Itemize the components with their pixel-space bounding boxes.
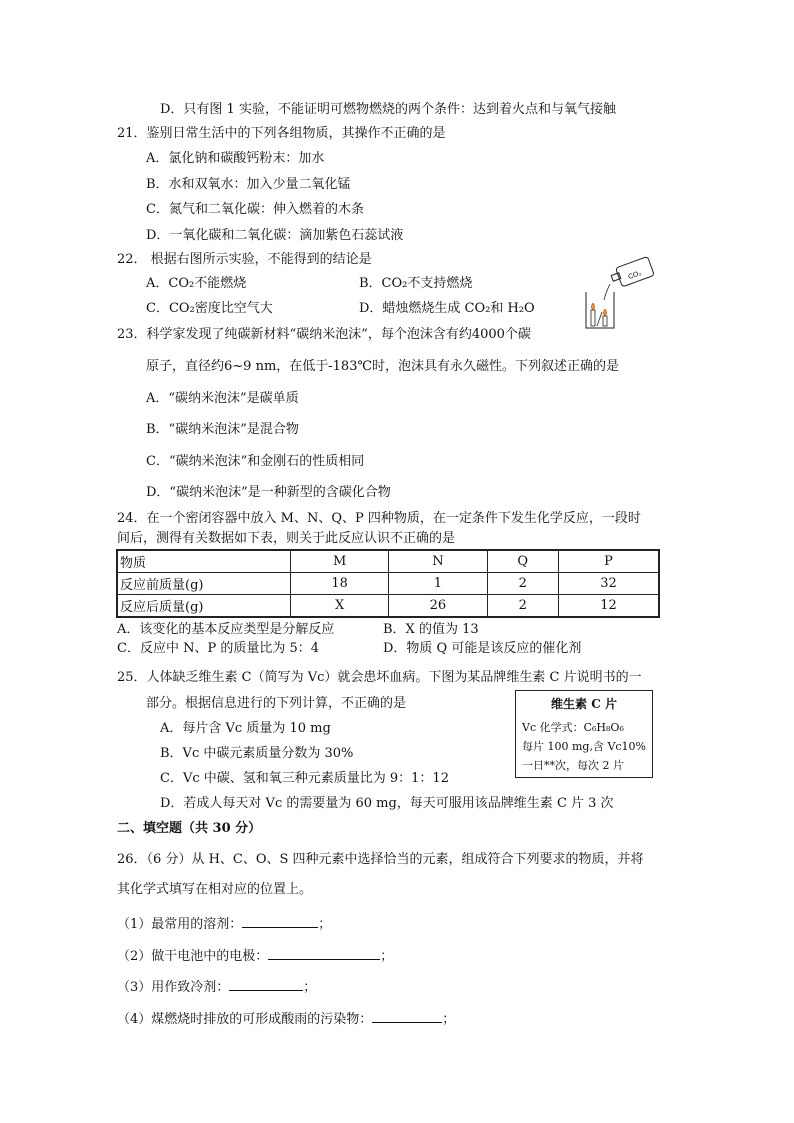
q25-stem-line1: 25．人体缺乏维生素 C（简写为 Vc）就会患坏血病。下图为某品牌维生素 C 片说明书的一 <box>117 670 642 685</box>
beaker-icon <box>586 292 614 328</box>
q25-option-c: C．Vc 中碳、氢和氧三种元素质量比为 9：1：12 <box>160 771 449 786</box>
q26-item-4 <box>117 1008 455 1029</box>
table-cell: 反应后质量(g) <box>117 595 291 618</box>
q23-stem-line1: 23．科学家发现了纯碳新材料“碳纳米泡沫”，每个泡沫含有约4000个碳 <box>117 327 531 342</box>
candle-icon <box>591 303 607 326</box>
q23-option-d: D．“碳纳米泡沫”是一种新型的含碳化合物 <box>146 485 391 500</box>
table-cell: 18 <box>291 573 389 595</box>
q24-stem-line2: 间后，测得有关数据如下表，则关于此反应认识不正确的是 <box>117 531 456 546</box>
q25-option-a: A．每片含 Vc 质量为 10 mg <box>160 721 331 736</box>
q20-option-d: D．只有图 1 实验，不能证明可燃物燃烧的两个条件：达到着火点和与氧气接触 <box>160 102 616 117</box>
q21-option-a: A．氯化钠和碳酸钙粉末：加水 <box>146 151 325 166</box>
table-cell: 反应前质量(g) <box>117 573 291 595</box>
q23-option-b: B．“碳纳米泡沫”是混合物 <box>146 422 299 437</box>
q26-item-3 <box>117 976 316 997</box>
table-cell: X <box>291 595 389 618</box>
mass-data-table <box>116 549 660 618</box>
q23-option-c: C．“碳纳米泡沫”和金刚石的性质相同 <box>146 454 365 469</box>
table-cell: M <box>291 550 389 573</box>
q26-stem-line2: 其化学式填写在相对应的位置上。 <box>117 882 313 897</box>
q22-option-a: A．CO₂不能燃烧 <box>146 276 247 291</box>
table-cell: 32 <box>558 573 659 595</box>
answer-blank-3[interactable] <box>229 976 303 991</box>
q26-stem-line1: 26．（6 分）从 H、C、O、S 四种元素中选择恰当的元素，组成符合下列要求的物质，并将 <box>117 852 644 867</box>
q25-option-b: B．Vc 中碳元素质量分数为 30% <box>160 746 354 761</box>
answer-blank-4[interactable] <box>372 1008 442 1023</box>
q24-option-c: C．反应中 N、P 的质量比为 5：4 <box>117 641 320 656</box>
q21-stem: 21．鉴别日常生活中的下列各组物质，其操作不正确的是 <box>117 126 446 141</box>
vitamin-c-formula: Vc 化学式：C₆H₈O₆ <box>522 721 624 734</box>
vitamin-c-label-box <box>515 690 653 778</box>
table-cell: 26 <box>389 595 487 618</box>
answer-blank-1[interactable] <box>242 913 318 928</box>
table-cell: 2 <box>487 573 558 595</box>
semicolon: ； <box>442 1012 456 1027</box>
q22-stem: 22． 根据右图所示实验，不能得到的结论是 <box>117 252 372 267</box>
answer-blank-2[interactable] <box>268 945 380 960</box>
table-cell: Q <box>487 550 558 573</box>
table-cell: 1 <box>389 573 487 595</box>
q22-option-d: D．蜡烛燃烧生成 CO₂和 H₂O <box>359 301 535 316</box>
q21-option-b: B．水和双氧水：加入少量二氧化锰 <box>146 177 351 192</box>
table-cell: 2 <box>487 595 558 618</box>
q21-option-c: C．氮气和二氧化碳：伸入燃着的木条 <box>146 202 364 217</box>
table-cell: N <box>389 550 487 573</box>
vitamin-c-box-title: 维生素 C 片 <box>551 697 617 711</box>
q23-stem-line2: 原子，直径约6~9 nm，在低于-183℃时，泡沫具有永久磁性。下列叙述正确的是 <box>146 359 620 374</box>
q24-option-a: A．该变化的基本反应类型是分解反应 <box>117 622 335 637</box>
q25-option-d: D．若成人每天对 Vc 的需要量为 60 mg，每天可服用该品牌维生素 C 片 3 次 <box>160 796 614 811</box>
section-heading-fill-in: 二、填空题（共 30 分） <box>117 821 262 836</box>
co2-pouring-figure <box>576 256 658 332</box>
q26-item-1 <box>117 913 331 934</box>
q23-option-a: A．“碳纳米泡沫”是碳单质 <box>146 391 299 406</box>
q25-stem-line2: 部分。根据信息进行的下列计算，不正确的是 <box>146 696 407 711</box>
q22-option-b: B．CO₂不支持燃烧 <box>359 276 473 291</box>
vitamin-c-dosage: 一日**次，每次 2 片 <box>522 759 624 772</box>
table-cell: 12 <box>558 595 659 618</box>
table-row <box>117 550 659 573</box>
semicolon: ； <box>318 917 332 932</box>
q26-item-4-label: （4）煤燃烧时排放的可形成酸雨的污染物： <box>117 1012 373 1027</box>
q21-option-d: D．一氧化碳和二氧化碳：滴加紫色石蕊试液 <box>146 228 404 243</box>
vitamin-c-content: 每片 100 mg,含 Vc10% <box>522 740 647 753</box>
table-row <box>117 573 659 595</box>
q26-item-3-label: （3）用作致冷剂： <box>117 980 230 995</box>
table-cell: 物质 <box>117 550 291 573</box>
q26-item-2-label: （2）做干电池中的电极： <box>117 949 269 964</box>
q24-option-d: D．物质 Q 可能是该反应的催化剂 <box>383 641 582 656</box>
semicolon: ； <box>380 949 394 964</box>
q26-item-2 <box>117 945 393 966</box>
table-cell: P <box>558 550 659 573</box>
semicolon: ； <box>303 980 317 995</box>
q24-option-b: B．X 的值为 13 <box>383 622 479 637</box>
q24-stem-line1: 24．在一个密闭容器中放入 M、N、Q、P 四种物质，在一定条件下发生化学反应，一段时 <box>117 511 641 526</box>
co2-bottle-label: CO₂ <box>627 269 643 281</box>
q26-item-1-label: （1）最常用的溶剂： <box>117 917 243 932</box>
q22-option-c: C．CO₂密度比空气大 <box>146 301 273 316</box>
table-row <box>117 595 659 618</box>
